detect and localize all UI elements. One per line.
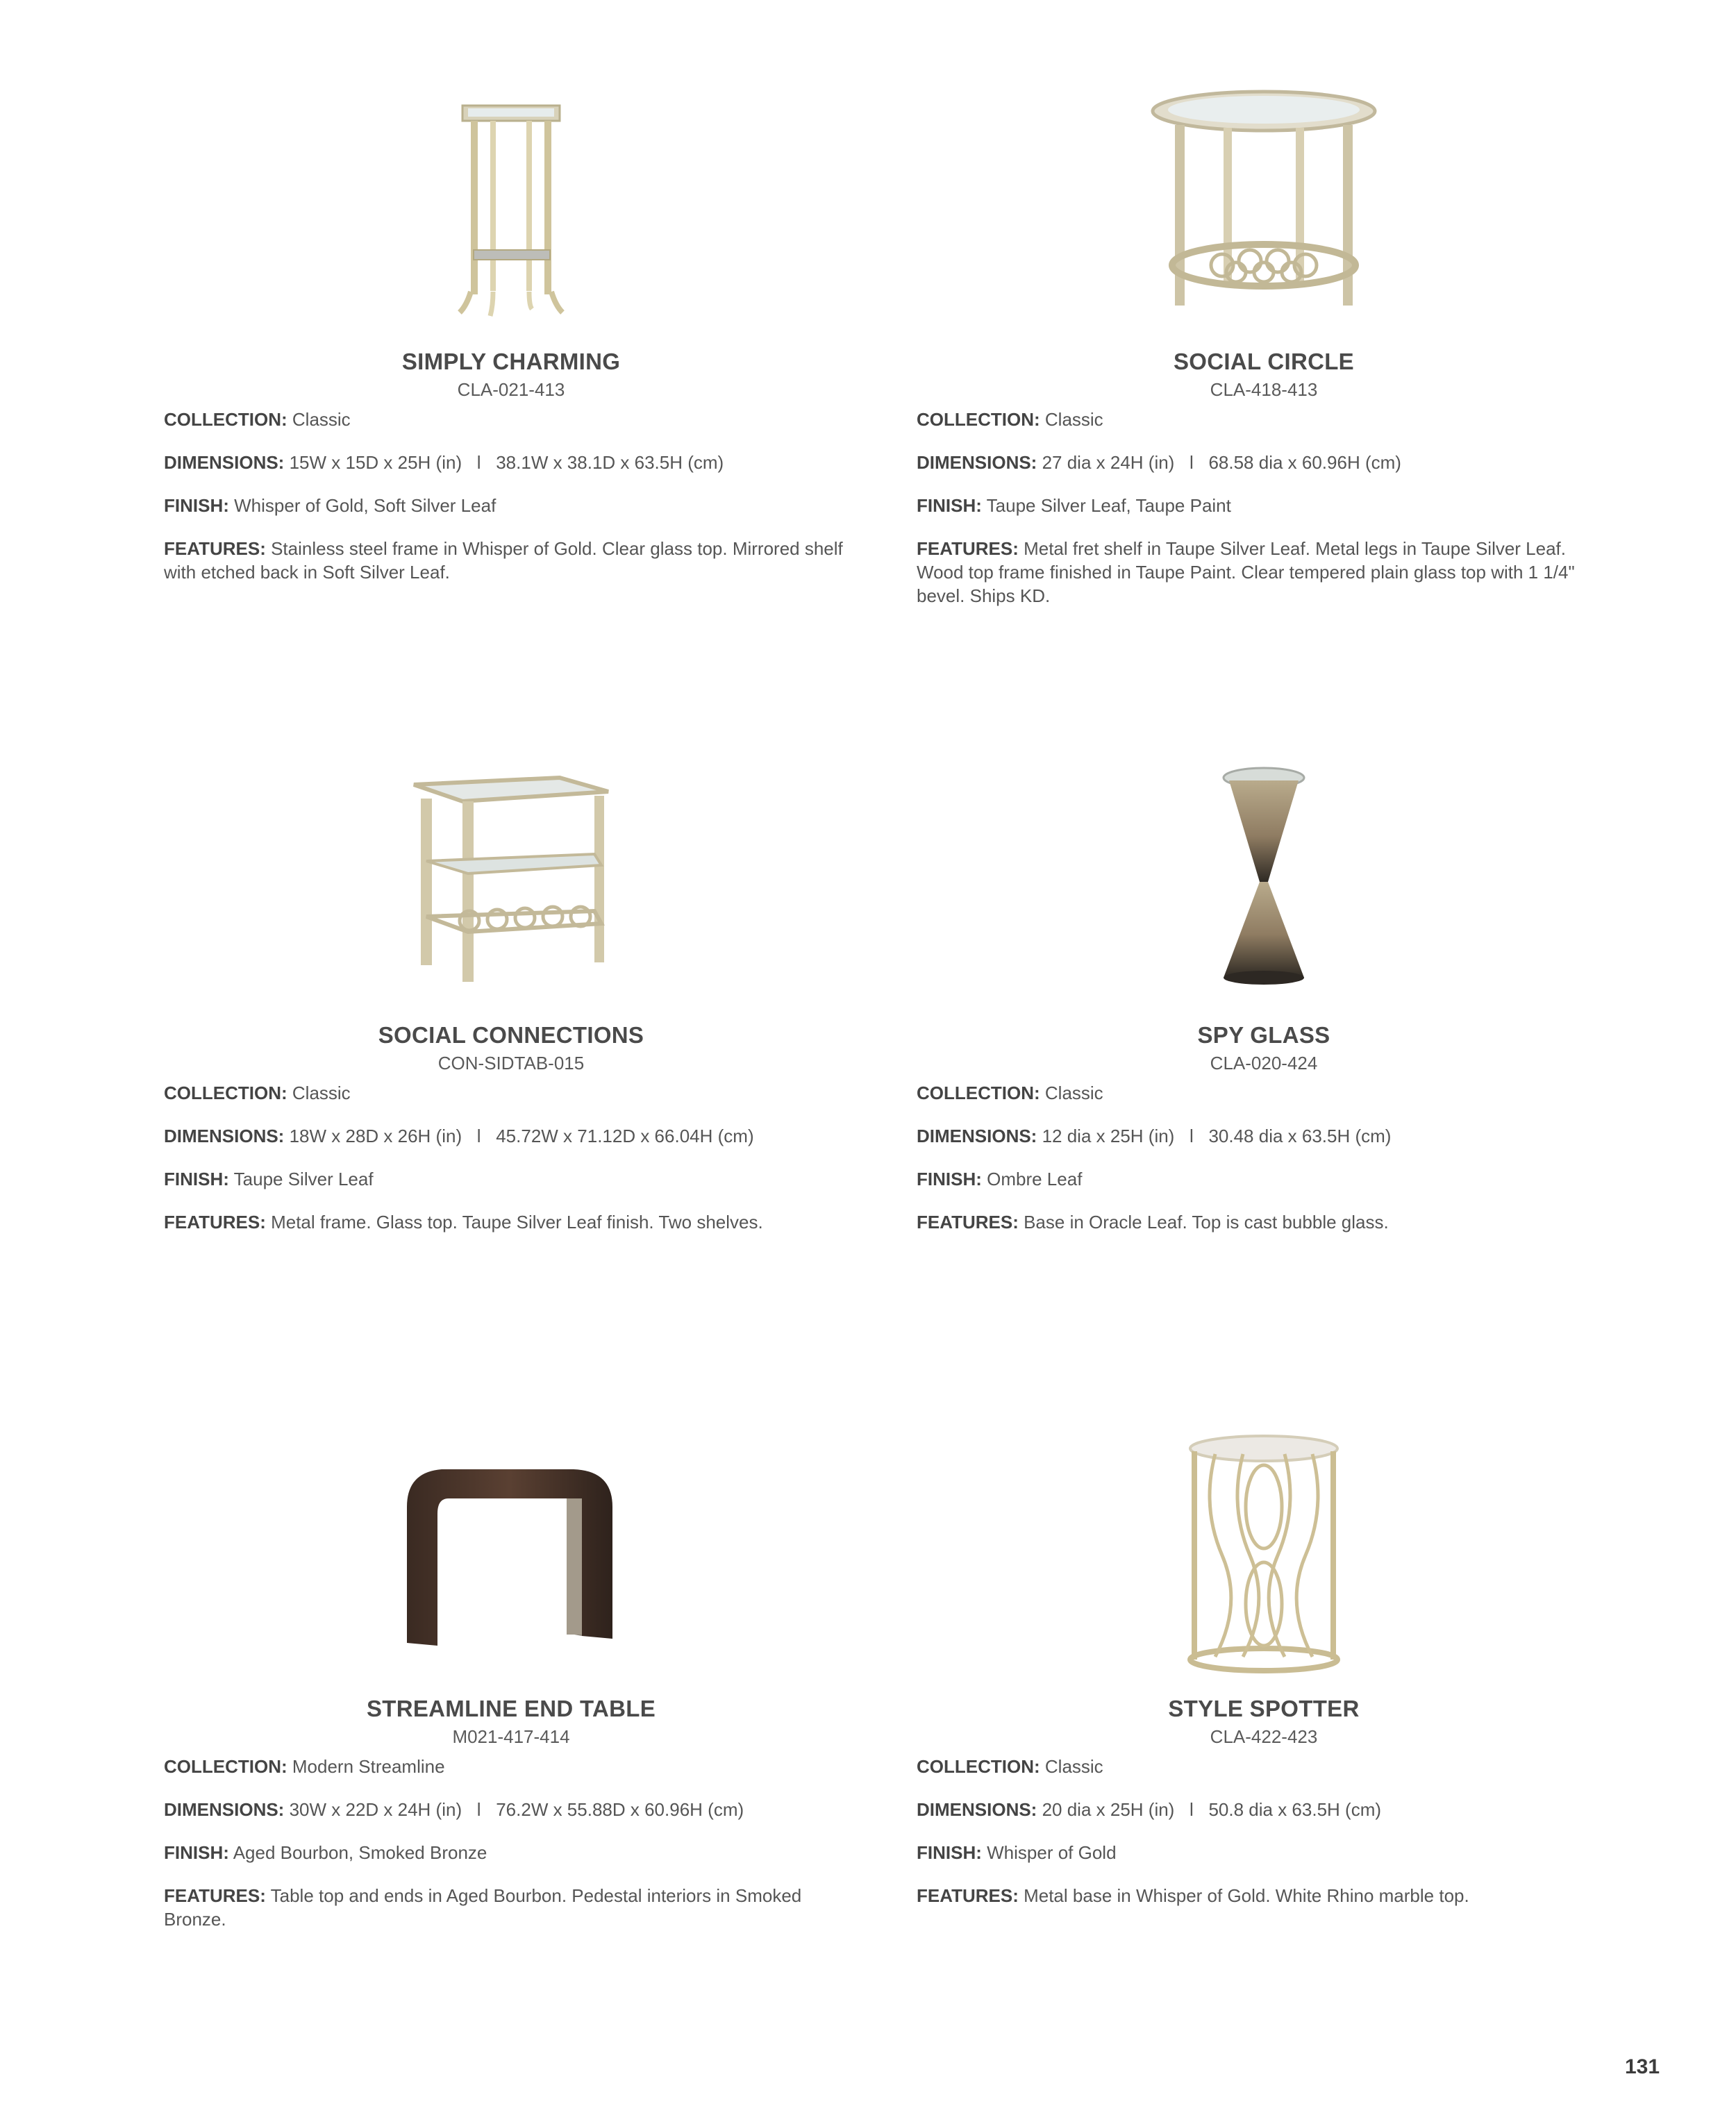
finish-row	[917, 494, 1611, 517]
collection-label: COLLECTION:	[164, 1756, 287, 1777]
features-label: FEATURES:	[164, 1212, 266, 1233]
product-name: SOCIAL CONNECTIONS	[378, 1022, 644, 1048]
collection-value: Modern Streamline	[292, 1756, 445, 1777]
product-card	[164, 1430, 858, 1931]
product-sku: CLA-422-423	[1210, 1726, 1318, 1747]
collection-row	[164, 1755, 858, 1778]
finish-value: Whisper of Gold, Soft Silver Leaf	[234, 495, 496, 516]
collection-row	[917, 1755, 1611, 1778]
product-image	[917, 83, 1611, 333]
product-name: STREAMLINE END TABLE	[366, 1696, 656, 1721]
features-row	[164, 1884, 858, 1931]
dimensions-label: DIMENSIONS:	[164, 452, 285, 473]
finish-value: Ombre Leaf	[987, 1169, 1083, 1189]
product-sku: M021-417-414	[452, 1726, 570, 1747]
collection-row	[917, 408, 1611, 431]
dimensions-label: DIMENSIONS:	[917, 1799, 1037, 1820]
dimensions-row	[917, 1124, 1611, 1148]
collection-value: Classic	[1044, 1756, 1103, 1777]
product-image	[164, 83, 858, 333]
collection-label: COLLECTION:	[917, 1756, 1040, 1777]
collection-row	[164, 408, 858, 431]
features-value: Metal frame. Glass top. Taupe Silver Leaf finish. Two shelves.	[271, 1212, 763, 1233]
dimensions-value: 12 dia x 25H (in) l 30.48 dia x 63.5H (cm)	[1042, 1126, 1392, 1146]
features-label: FEATURES:	[917, 1885, 1019, 1906]
product-image	[917, 757, 1611, 1007]
dimensions-value: 18W x 28D x 26H (in) l 45.72W x 71.12D x 66.04H (cm)	[289, 1126, 754, 1146]
finish-label: FINISH:	[164, 1842, 229, 1863]
dimensions-label: DIMENSIONS:	[917, 1126, 1037, 1146]
product-card	[917, 83, 1611, 608]
dimensions-label: DIMENSIONS:	[917, 452, 1037, 473]
finish-value: Taupe Silver Leaf, Taupe Paint	[986, 495, 1231, 516]
dimensions-row	[164, 451, 858, 474]
collection-value: Classic	[292, 1083, 351, 1103]
finish-value: Whisper of Gold	[987, 1842, 1117, 1863]
product-image	[164, 757, 858, 1007]
features-row	[917, 1884, 1611, 1907]
product-sku: CLA-021-413	[457, 379, 565, 400]
finish-label: FINISH:	[917, 1169, 982, 1189]
features-value: Metal base in Whisper of Gold. White Rhino marble top.	[1024, 1885, 1469, 1906]
product-sku: CON-SIDTAB-015	[437, 1053, 585, 1073]
features-label: FEATURES:	[917, 1212, 1019, 1233]
finish-value: Taupe Silver Leaf	[233, 1169, 374, 1189]
features-value: Table top and ends in Aged Bourbon. Pedestal interiors in Smoked Bronze.	[164, 1885, 802, 1930]
dimensions-row	[917, 451, 1611, 474]
page-number: 131	[1625, 2055, 1660, 2078]
finish-value: Aged Bourbon, Smoked Bronze	[233, 1842, 487, 1863]
collection-label: COLLECTION:	[164, 1083, 287, 1103]
features-label: FEATURES:	[164, 538, 266, 559]
features-row	[164, 537, 858, 584]
features-value: Metal fret shelf in Taupe Silver Leaf. Metal legs in Taupe Silver Leaf. Wood top frame finished in Taupe Paint. Clear tempered plain glass top with 1 1/4" bevel. Ships KD.	[917, 538, 1575, 606]
product-card	[917, 757, 1611, 1234]
collection-row	[164, 1081, 858, 1105]
product-sku: CLA-020-424	[1210, 1053, 1318, 1073]
dimensions-value: 30W x 22D x 24H (in) l 76.2W x 55.88D x 60.96H (cm)	[289, 1799, 744, 1820]
finish-row	[917, 1841, 1611, 1864]
product-name: SOCIAL CIRCLE	[1174, 349, 1354, 374]
product-image	[917, 1430, 1611, 1680]
dimensions-label: DIMENSIONS:	[164, 1799, 285, 1820]
product-card	[164, 757, 858, 1234]
product-card	[917, 1430, 1611, 1907]
dimensions-label: DIMENSIONS:	[164, 1126, 285, 1146]
finish-label: FINISH:	[917, 1842, 982, 1863]
finish-label: FINISH:	[917, 495, 982, 516]
product-card	[164, 83, 858, 584]
features-row	[164, 1210, 858, 1234]
product-name: STYLE SPOTTER	[1168, 1696, 1360, 1721]
features-label: FEATURES:	[917, 538, 1019, 559]
features-row	[917, 1210, 1611, 1234]
dimensions-row	[917, 1798, 1611, 1821]
collection-row	[917, 1081, 1611, 1105]
finish-label: FINISH:	[164, 1169, 229, 1189]
finish-row	[917, 1167, 1611, 1191]
features-label: FEATURES:	[164, 1885, 266, 1906]
dimensions-value: 27 dia x 24H (in) l 68.58 dia x 60.96H (cm)	[1042, 452, 1401, 473]
collection-value: Classic	[1044, 409, 1103, 430]
dimensions-value: 20 dia x 25H (in) l 50.8 dia x 63.5H (cm)	[1042, 1799, 1382, 1820]
dimensions-row	[164, 1124, 858, 1148]
features-value: Base in Oracle Leaf. Top is cast bubble glass.	[1024, 1212, 1389, 1233]
collection-value: Classic	[1044, 1083, 1103, 1103]
collection-value: Classic	[292, 409, 351, 430]
dimensions-value: 15W x 15D x 25H (in) l 38.1W x 38.1D x 63.5H (cm)	[289, 452, 724, 473]
finish-row	[164, 1167, 858, 1191]
finish-row	[164, 494, 858, 517]
product-name: SPY GLASS	[1197, 1022, 1330, 1048]
product-image	[164, 1430, 858, 1680]
product-name: SIMPLY CHARMING	[401, 349, 621, 374]
features-row	[917, 537, 1611, 608]
finish-row	[164, 1841, 858, 1864]
collection-label: COLLECTION:	[164, 409, 287, 430]
product-sku: CLA-418-413	[1210, 379, 1318, 400]
features-value: Stainless steel frame in Whisper of Gold. Clear glass top. Mirrored shelf with etched back in Soft Silver Leaf.	[164, 538, 843, 583]
finish-label: FINISH:	[164, 495, 229, 516]
collection-label: COLLECTION:	[917, 409, 1040, 430]
collection-label: COLLECTION:	[917, 1083, 1040, 1103]
dimensions-row	[164, 1798, 858, 1821]
